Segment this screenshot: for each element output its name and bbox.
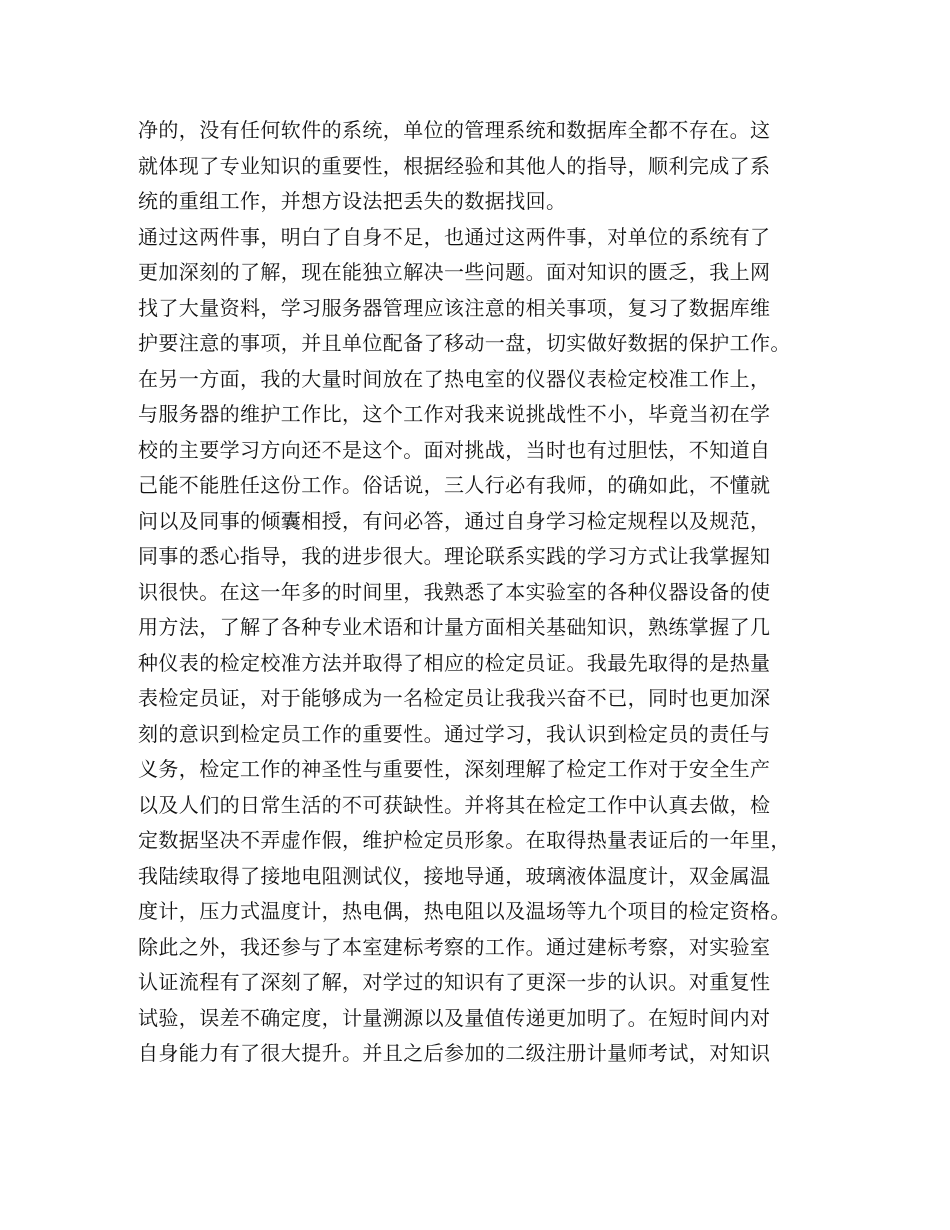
text-line: 更加深刻的了解，现在能独立解决一些问题。面对知识的匮乏，我上网 bbox=[138, 260, 771, 284]
text-line: 义务，检定工作的神圣性与重要性，深刻理解了检定工作对于安全生产 bbox=[138, 757, 771, 781]
text-line: 问以及同事的倾囊相授，有问必答，通过自身学习检定规程以及规范， bbox=[138, 508, 771, 533]
text-line: 用方法，了解了各种专业术语和计量方面相关基础知识，熟练掌握了几 bbox=[138, 615, 771, 639]
text-line: 同事的悉心指导，我的进步很大。理论联系实践的学习方式让我掌握知 bbox=[138, 544, 771, 568]
text-line: 识很快。在这一年多的时间里，我熟悉了本实验室的各种仪器设备的使 bbox=[138, 579, 771, 604]
text-line: 己能不能胜任这份工作。俗话说，三人行必有我师，的确如此，不懂就 bbox=[138, 473, 771, 497]
text-line: 找了大量资料，学习服务器管理应该注意的相关事项，复习了数据库维 bbox=[138, 295, 771, 320]
text-line: 试验，误差不确定度，计量溯源以及量值传递更加明了。在短时间内对 bbox=[138, 1005, 771, 1030]
text-line: 表检定员证，对于能够成为一名检定员让我我兴奋不已，同时也更加深 bbox=[138, 686, 771, 710]
text-line: 度计，压力式温度计，热电偶，热电阻以及温场等九个项目的检定资格。 bbox=[138, 899, 791, 923]
text-line: 除此之外，我还参与了本室建标考察的工作。通过建标考察，对实验室 bbox=[138, 934, 771, 959]
text-line: 就体现了专业知识的重要性，根据经验和其他人的指导，顺利完成了系 bbox=[138, 153, 771, 178]
body-text bbox=[138, 113, 838, 1072]
text-line: 以及人们的日常生活的不可获缺性。并将其在检定工作中认真去做，检 bbox=[138, 792, 771, 817]
text-line: 在另一方面，我的大量时间放在了热电室的仪器仪表检定校准工作上， bbox=[138, 366, 771, 391]
text-line: 校的主要学习方向还不是这个。面对挑战，当时也有过胆怯，不知道自 bbox=[138, 437, 771, 462]
text-line: 护要注意的事项，并且单位配备了移动一盘，切实做好数据的保护工作。 bbox=[138, 331, 791, 355]
text-line: 认证流程有了深刻了解，对学过的知识有了更深一步的认识。对重复性 bbox=[138, 970, 771, 994]
text-line: 自身能力有了很大提升。并且之后参加的二级注册计量师考试，对知识 bbox=[138, 1041, 771, 1065]
text-line: 种仪表的检定校准方法并取得了相应的检定员证。我最先取得的是热量 bbox=[138, 650, 771, 675]
text-line: 我陆续取得了接地电阻测试仪，接地导通，玻璃液体温度计，双金属温 bbox=[138, 863, 771, 888]
text-line: 净的，没有任何软件的系统，单位的管理系统和数据库全都不存在。这 bbox=[138, 118, 771, 142]
text-line: 与服务器的维护工作比，这个工作对我来说挑战性不小，毕竟当初在学 bbox=[138, 402, 771, 426]
text-line: 刻的意识到检定员工作的重要性。通过学习，我认识到检定员的责任与 bbox=[138, 721, 771, 746]
text-line: 定数据坚决不弄虚作假，维护检定员形象。在取得热量表证后的一年里， bbox=[138, 828, 791, 852]
text-line: 通过这两件事，明白了自身不足，也通过这两件事，对单位的系统有了 bbox=[138, 224, 771, 249]
text-line: 统的重组工作，并想方设法把丢失的数据找回。 bbox=[138, 189, 567, 213]
